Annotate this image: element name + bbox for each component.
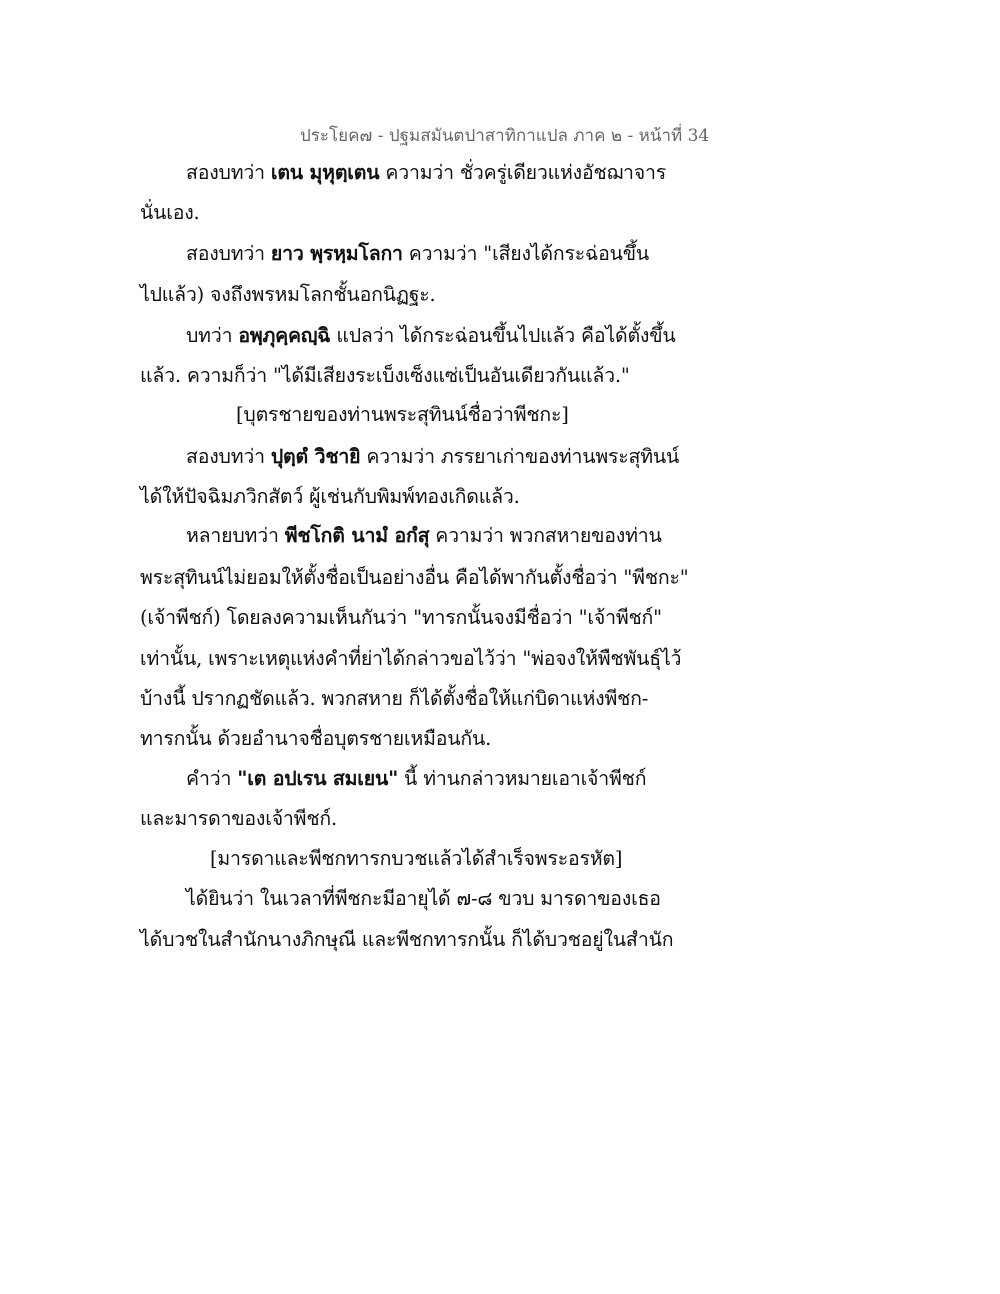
paragraph-5-line-6: ทารกนั้น ด้วยอำนาจชื่อบุตรชายเหมือนกัน. (140, 727, 492, 750)
text: แปลว่า ได้กระฉ่อนขึ้นไปแล้ว คือได้ตั้งขึ้น (330, 324, 676, 347)
pali-term: ปุตฺตํ วิชายิ (270, 445, 361, 468)
paragraph-7-line-1: ได้ยินว่า ในเวลาที่พีชกะมีอายุได้ ๗-๘ ขวบ มารดาของเธอ (186, 887, 661, 910)
paragraph-5-line-5: บ้างนี้ ปรากฏชัดแล้ว. พวกสหาย ก็ได้ตั้งชื่อให้แก่บิดาแห่งพีชก- (140, 687, 649, 710)
pali-term: "เต อปเรน สมเยน" (237, 767, 399, 790)
pali-term: พีชโกติ นามํ อกํสุ (284, 524, 430, 547)
text: บทว่า (186, 324, 239, 347)
paragraph-2-line-1 (186, 240, 686, 268)
text: ความว่า ชั่วครู่เดียวแห่งอัชฌาจาร (379, 161, 667, 184)
paragraph-1-line-1 (186, 159, 686, 187)
section-heading-1: [บุตรชายของท่านพระสุทินน์ชื่อว่าพีชกะ] (236, 403, 569, 426)
paragraph-5-line-2: พระสุทินน์ไม่ยอมให้ตั้งชื่อเป็นอย่างอื่น คือได้พากันตั้งชื่อว่า "พีชกะ" (140, 566, 689, 589)
paragraph-5-line-3: (เจ้าพีชก์) โดยลงความเห็นกันว่า "ทารกนั้นจงมีชื่อว่า "เจ้าพีชก์" (140, 606, 662, 629)
paragraph-6-line-1 (186, 765, 686, 793)
text: หลายบทว่า (186, 524, 285, 547)
paragraph-4-line-1 (186, 443, 686, 471)
text: นี้ ท่านกล่าวหมายเอาเจ้าพีชก์ (398, 767, 647, 790)
paragraph-2-line-2: ไปแล้ว) จงถึงพรหมโลกชั้นอกนิฏฐะ. (140, 283, 436, 306)
text: สองบทว่า (186, 161, 271, 184)
paragraph-3-line-2: แล้ว. ความก็ว่า "ได้มีเสียงระเบ็งเซ็งแซ่เป็นอันเดียวกันแล้ว." (140, 364, 630, 387)
text: ความว่า พวกสหายของท่าน (429, 524, 662, 547)
text: คำว่า (186, 767, 238, 790)
pali-term: เตน มุหุตฺเตน (270, 161, 380, 184)
page-header: ประโยค๗ - ปฐมสมันตปาสาทิกาแปล ภาค ๒ - หน้าที่ 34 (300, 126, 710, 146)
pali-term: ยาว พฺรหฺมโลกา (270, 242, 403, 265)
paragraph-5-line-1 (186, 522, 686, 550)
paragraph-3-line-1 (186, 322, 686, 350)
paragraph-1-line-2: นั่นเอง. (140, 201, 200, 224)
pali-term: อพฺภุคฺคญฺฉิ (238, 324, 331, 347)
paragraph-6-line-2: และมารดาของเจ้าพีชก์. (140, 807, 337, 830)
paragraph-7-line-2: ได้บวชในสำนักนางภิกษุณี และพีชกทารกนั้น ก็ได้บวชอยู่ในสำนัก (140, 928, 674, 951)
paragraph-4-line-2: ได้ให้ปัจฉิมภวิกสัตว์ ผู้เช่นกับพิมพ์ทองเกิดแล้ว. (140, 485, 520, 508)
text: สองบทว่า (186, 242, 271, 265)
paragraph-5-line-4: เท่านั้น, เพราะเหตุแห่งคำที่ย่าได้กล่าวขอไว้ว่า "พ่อจงให้พืชพันธุ์ไว้ (140, 647, 682, 670)
section-heading-2: [มารดาและพีชกทารกบวชแล้วได้สำเร็จพระอรหัต] (210, 847, 623, 870)
text: ความว่า "เสียงได้กระฉ่อนขึ้น (402, 242, 649, 265)
text: ความว่า ภรรยาเก่าของท่านพระสุทินน์ (360, 445, 680, 468)
text: สองบทว่า (186, 445, 271, 468)
